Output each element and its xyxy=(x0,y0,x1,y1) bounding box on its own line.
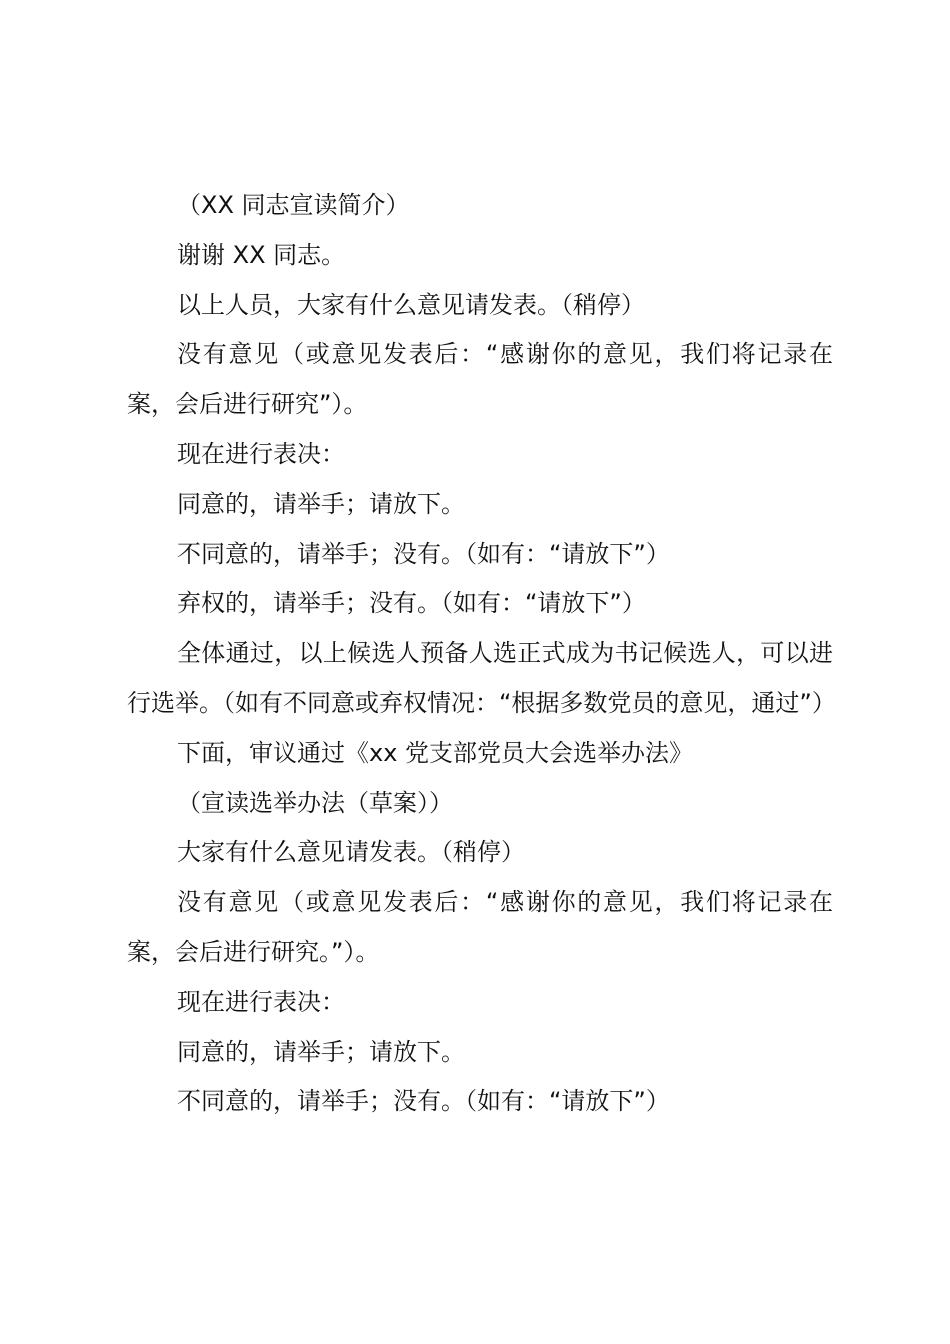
paragraph-thanks: 谢谢 XX 同志。 xyxy=(177,240,346,269)
paragraph-vote-disagree-2: 不同意的，请举手；没有。（如有：“请放下”） xyxy=(177,1087,670,1116)
paragraph-passed: 全体通过，以上候选人预备人选正式成为书记候选人，可以进行选举。（如有不同意或弃权情况：“根据多数党员的意见，通过”） xyxy=(127,639,836,717)
paragraph-invite-opinions-2: 大家有什么意见请发表。（稍停） xyxy=(177,838,525,867)
paragraph-review-rules: 下面，审议通过《xx 党支部党员大会选举办法》 xyxy=(177,738,694,767)
paragraph-reading-intro: （XX 同志宣读简介） xyxy=(177,191,410,219)
paragraph-vote-disagree: 不同意的，请举手；没有。（如有：“请放下”） xyxy=(177,539,670,568)
paragraph-invite-opinions: 以上人员，大家有什么意见请发表。（稍停） xyxy=(177,290,645,319)
paragraph-read-rules: （宣读选举办法（草案）） xyxy=(177,788,453,817)
paragraph-no-opinions-2: 没有意见（或意见发表后：“感谢你的意见，我们将记录在案，会后进行研究。”）。 xyxy=(127,888,833,966)
paragraph-vote-agree-2: 同意的，请举手；请放下。 xyxy=(177,1037,465,1066)
document-body xyxy=(127,181,836,1127)
paragraph-vote-agree: 同意的，请举手；请放下。 xyxy=(177,489,465,518)
paragraph-vote-start: 现在进行表决： xyxy=(177,439,345,468)
paragraph-vote-start-2: 现在进行表决： xyxy=(177,987,345,1016)
paragraph-no-opinions: 没有意见（或意见发表后：“感谢你的意见，我们将记录在案，会后进行研究”）。 xyxy=(127,340,833,419)
paragraph-vote-abstain: 弃权的，请举手；没有。（如有：“请放下”） xyxy=(177,589,646,618)
